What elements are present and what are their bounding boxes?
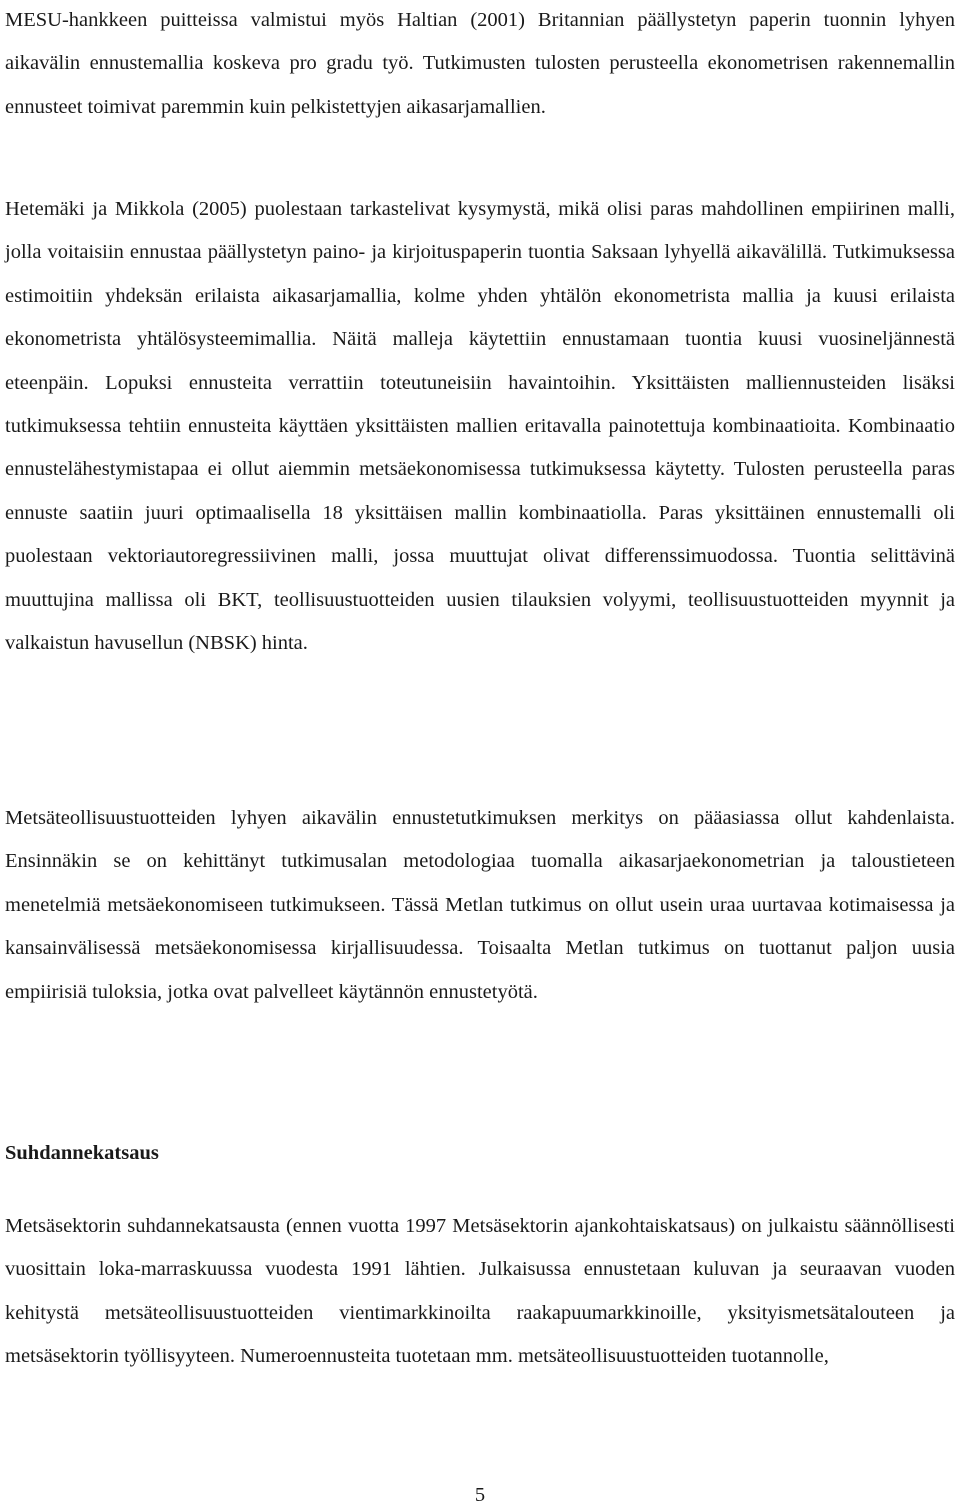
- paragraph-suhdannekatsaus: Metsäsektorin suhdannekatsausta (ennen vuotta 1997 Metsäsektorin ajankohtaiskatsaus) on julkaistu säännöllisesti vuosittain loka-marraskuussa vuodesta 1991 lähtien. Julkaisussa ennustetaan kuluvan ja seuraavan vuoden kehitystä metsäteollisuustuotteiden vientimarkkinoilta raakapuumarkkinoille, yksityismetsätalouteen ja metsäsektorin työllisyyteen. Numeroennusteita tuotetaan mm. metsäteollisuustuotteiden tuotannolle,: [5, 1215, 955, 1368]
- paragraph-research-significance: Metsäteollisuustuotteiden lyhyen aikavälin ennustetutkimuksen merkitys on pääasiassa ollut kahdenlaista. Ensinnäkin se on kehittänyt tutkimusalan metodologiaa tuomalla aikasarjaekonometrian ja taloustieteen menetelmiä metsäekonomiseen tutkimukseen. Tässä Metlan tutkimus on ollut usein uraa uurtavaa kotimaisessa ja kansainvälisessä metsäekonomisessa kirjallisuudessa. Toisaalta Metlan tutkimus on tuottanut paljon uusia empiirisiä tuloksia, jotka ovat palvelleet käytännön ennustetyötä.: [5, 807, 955, 1003]
- paragraph-hetemaki-mikkola: Hetemäki ja Mikkola (2005) puolestaan tarkastelivat kysymystä, mikä olisi paras mahdollinen empiirinen malli, jolla voitaisiin ennustaa päällystetyn paino- ja kirjoituspaperin tuontia Saksaan lyhyellä aikavälillä. Tutkimuksessa estimoitiin yhdeksän erilaista aikasarjamallia, kolme yhden yhtälön ekonometrista mallia ja kuusi erilaista ekonometrista yhtälösysteemimallia. Näitä malleja käytettiin ennustamaan tuontia kuusi vuosineljännestä eteenpäin. Lopuksi ennusteita verrattiin toteutuneisiin havaintoihin. Yksittäisten malliennusteiden lisäksi tutkimuksessa tehtiin ennusteita käyttäen yksittäisten mallien eritavalla painotettuja kombinaatioita. Kombinaatio ennustelähestymistapaa ei ollut aiemmin metsäekonomisessa tutkimuksessa käytetty. Tulosten perusteella paras ennuste saatiin juuri optimaalisella 18 yksittäisen mallin kombinaatiolla. Paras yksittäinen ennustemalli oli puolestaan vektoriautoregressiivinen malli, jossa muuttujat olivat differenssimuodossa. Tuontia selittävinä muuttujina mallissa oli BKT, teollisuustuotteiden uusien tilauksien volyymi, teollisuustuotteiden myynnit ja valkaistun havusellun (NBSK) hinta.: [5, 198, 955, 655]
- paragraph-mesu-project: MESU-hankkeen puitteissa valmistui myös Haltian (2001) Britannian päällystetyn paperin tuonnin lyhyen aikavälin ennustemallia koskeva pro gradu työ. Tutkimusten tulosten perusteella ekonometrisen rakennemallin ennusteet toimivat paremmin kuin pelkistettyjen aikasarjamallien.: [5, 9, 955, 118]
- page-number: 5: [474, 1484, 486, 1506]
- section-heading: Suhdannekatsaus: [5, 1142, 159, 1164]
